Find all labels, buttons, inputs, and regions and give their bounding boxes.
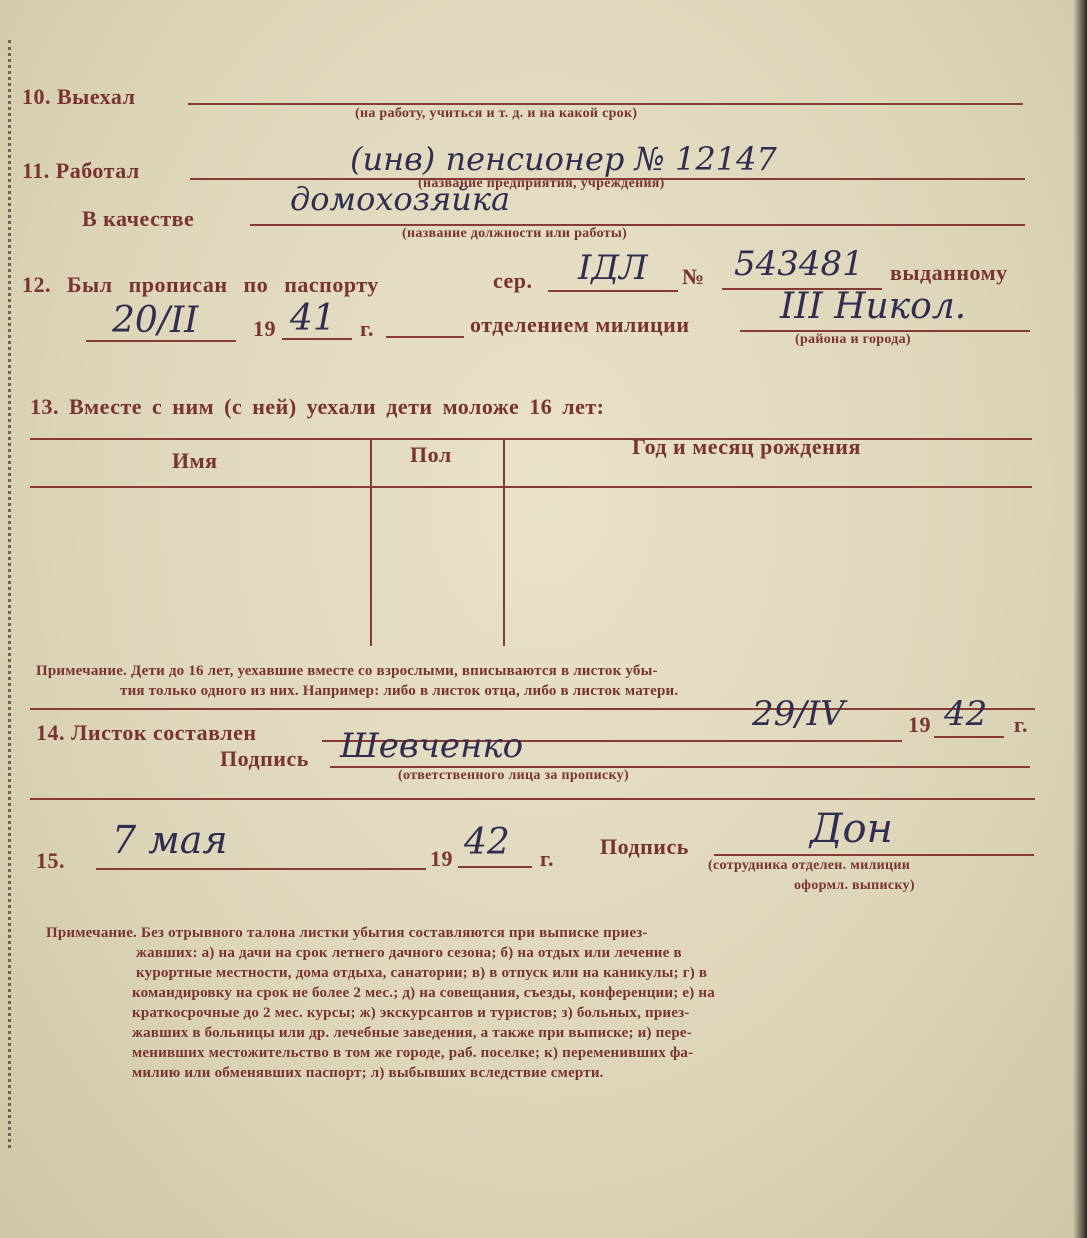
item14-divider xyxy=(30,798,1035,800)
item11-value: (инв) пенсионер № 12147 xyxy=(350,140,777,178)
item11-label: 11. Работал xyxy=(22,158,140,183)
item15-year-line xyxy=(458,866,532,868)
item13-col-divider-2 xyxy=(503,438,505,646)
item12-gap-line xyxy=(386,336,464,338)
item12-issued-label: выданному xyxy=(890,260,1008,285)
item15-sign-line xyxy=(714,854,1034,856)
item15-sign-label: Подпись xyxy=(600,834,689,859)
item15-label: 15. xyxy=(36,848,65,873)
item12-series-line xyxy=(548,290,678,292)
item12-year-prefix: 19 xyxy=(253,316,276,341)
item14-date-value: 29/IV xyxy=(752,694,845,734)
item14-sign-label: Подпись xyxy=(220,746,309,771)
item12-number-label: № xyxy=(682,264,705,289)
sheet-edge-shadow xyxy=(1073,0,1087,1238)
item12-number-value: 543481 xyxy=(734,244,864,284)
item12-date-value: 20/II xyxy=(112,300,199,341)
item10-line xyxy=(188,103,1023,105)
note2-line5: краткосрочные до 2 мес. курсы; ж) экскурсантов и туристов; з) больных, приез- xyxy=(132,1005,690,1021)
item13-label: 13. Вместе с ним (с ней) уехали дети моложе 16 лет: xyxy=(30,394,605,419)
item15-date-line xyxy=(96,868,426,870)
item11-role-value: домохозяйка xyxy=(290,180,511,218)
item15-year-value: 42 xyxy=(464,822,510,863)
note2-line4: командировку на срок не более 2 мес.; д) на совещания, съезды, конференции; е) на xyxy=(132,985,715,1001)
note2-line7: менивших местожительство в том же городе, раб. поселке; к) переменивших фа- xyxy=(132,1045,694,1061)
item15-date-value: 7 мая xyxy=(112,818,228,862)
item14-year-prefix: 19 xyxy=(908,712,931,737)
item14-year-suffix: г. xyxy=(1014,712,1029,737)
note1-line2: тия только одного из них. Например: либо в листок отца, либо в листок матери. xyxy=(120,683,679,699)
item10-caption: (на работу, учиться и т. д. и на какой срок) xyxy=(355,106,638,121)
item12-office-caption: (района и города) xyxy=(795,332,911,347)
item10-label: 10. Выехал xyxy=(22,84,136,109)
item15-sign-value: Дон xyxy=(810,806,893,852)
item15-caption-2: оформл. выписку) xyxy=(794,878,915,893)
item14-year-line xyxy=(934,736,1004,738)
note2-line8: милию или обменявших паспорт; л) выбывших вследствие смерти. xyxy=(132,1065,604,1081)
item15-year-suffix: г. xyxy=(540,846,555,871)
item12-series-label: сер. xyxy=(493,268,533,293)
item14-year-value: 42 xyxy=(944,694,988,734)
item13-col-sex: Пол xyxy=(410,442,452,467)
note2-line3: курортные местности, дома отдыха, санатории; в) в отпуск или на каникулы; г) в xyxy=(136,965,708,981)
item12-office-value: III Никол. xyxy=(780,286,967,327)
item11-role-caption: (название должности или работы) xyxy=(402,226,628,241)
item12-year-value: 41 xyxy=(290,298,336,339)
item13-table-header-line xyxy=(30,486,1032,488)
item12-series-value: IДЛ xyxy=(578,248,648,288)
item13-col-birth: Год и месяц рождения xyxy=(632,434,861,459)
note2-line1: Примечание. Без отрывного талона листки убытия составляются при выписке приез- xyxy=(46,925,648,941)
item15-caption-1: (сотрудника отделен. милиции xyxy=(708,858,911,873)
note1-line1: Примечание. Дети до 16 лет, уехавшие вместе со взрослыми, вписываются в листок убы- xyxy=(36,663,658,679)
perforation-edge xyxy=(8,40,11,1148)
item12-office-label: отделением милиции xyxy=(470,312,690,337)
item13-col-divider-1 xyxy=(370,438,372,646)
item14-sign-caption: (ответственного лица за прописку) xyxy=(398,768,629,783)
item14-sign-value: Шевченко xyxy=(340,726,524,766)
item13-col-name: Имя xyxy=(172,448,218,473)
item15-year-prefix: 19 xyxy=(430,846,453,871)
item11-role-label: В качестве xyxy=(82,206,195,231)
item14-label: 14. Листок составлен xyxy=(36,720,257,745)
note1-divider xyxy=(30,708,1035,710)
item11-caption: (название предприятия, учреждения) xyxy=(418,176,665,191)
item12-label: 12. Был прописан по паспорту xyxy=(22,272,379,297)
note2-line2: жавших: а) на дачи на срок летнего дачного сезона; б) на отдых или лечение в xyxy=(136,945,682,961)
item13-table-top xyxy=(30,438,1032,440)
item12-year-suffix: г. xyxy=(360,316,375,341)
item11-role-line xyxy=(250,224,1025,226)
note2-line6: жавших в больницы или др. лечебные заведения, а также при выписке; и) пере- xyxy=(132,1025,692,1041)
